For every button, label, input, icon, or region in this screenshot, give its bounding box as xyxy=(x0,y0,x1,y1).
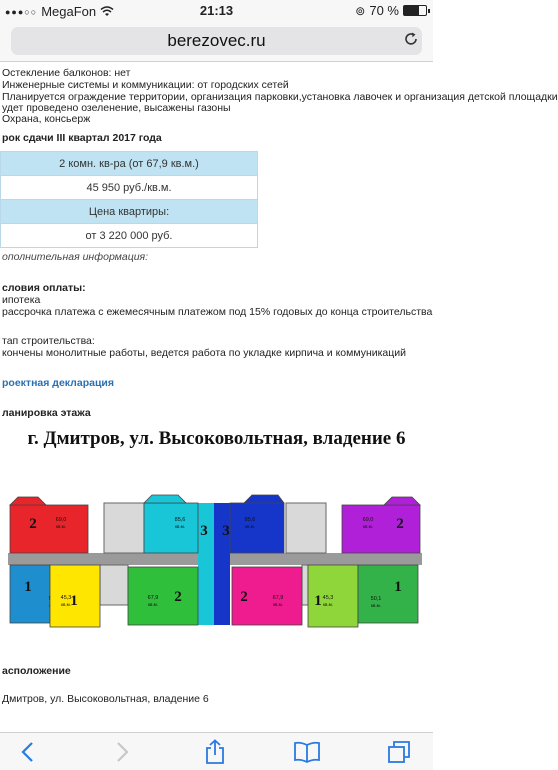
battery-icon xyxy=(403,5,427,16)
orientation-lock-icon: ⊚ xyxy=(355,3,366,18)
room-count-label: 3 xyxy=(200,523,208,539)
area-label: 67,9 xyxy=(147,595,159,601)
browser-toolbar xyxy=(0,732,433,770)
room-count-label: 2 xyxy=(174,589,182,605)
room-count-label: 1 xyxy=(314,593,322,609)
clock: 21:13 xyxy=(199,3,234,18)
bookmarks-icon[interactable] xyxy=(294,739,320,765)
floor-plan-heading: ланировка этажа xyxy=(2,407,91,419)
apartment-unit xyxy=(342,505,420,553)
url-text: berezovec.ru xyxy=(167,31,266,50)
area-label: 50,1 xyxy=(370,596,382,602)
area-label: 45,3 xyxy=(60,595,72,601)
status-right xyxy=(355,3,427,18)
area-unit-label: кв.м. xyxy=(371,603,381,608)
apartment-unit xyxy=(128,567,198,625)
browser-header xyxy=(0,22,433,62)
battery-label: 70 % xyxy=(369,3,399,18)
table-cell: от 3 220 000 руб. xyxy=(1,224,258,248)
payment-line: рассрочка платежа с ежемесячным платежом под 15% годовых до конца строительства xyxy=(2,306,433,318)
extra-info-heading: ополнительная информация: xyxy=(2,251,149,263)
room-count-label: 2 xyxy=(396,516,404,532)
deadline-text: рок сдачи III квартал 2017 года xyxy=(2,132,162,144)
text-line: Охрана, консьерж xyxy=(2,113,91,125)
room-count-label: 2 xyxy=(240,589,248,605)
area-unit-label: кв.м. xyxy=(61,602,71,607)
apartment-unit xyxy=(144,503,198,553)
table-cell: 45 950 руб./кв.м. xyxy=(1,176,258,200)
apartment-unit xyxy=(10,505,88,553)
stair-core-left xyxy=(198,503,214,625)
area-label: 85,6 xyxy=(244,517,256,523)
text-line: Инженерные системы и коммуникации: от городских сетей xyxy=(2,79,289,91)
bay-window xyxy=(144,495,186,503)
declaration-link[interactable]: роектная декларация xyxy=(2,377,114,389)
stair-block xyxy=(302,565,308,605)
page-content xyxy=(0,62,558,732)
bay-window xyxy=(10,497,46,505)
floor-plan-image xyxy=(8,495,422,635)
forward-icon[interactable] xyxy=(110,739,136,765)
stair-core-right xyxy=(214,503,230,625)
area-unit-label: кв.м. xyxy=(363,524,373,529)
payment-line: ипотека xyxy=(2,294,41,306)
room-count-label: 1 xyxy=(394,579,402,595)
area-unit-label: кв.м. xyxy=(56,524,66,529)
location-heading: асположение xyxy=(2,665,71,677)
area-unit-label: кв.м. xyxy=(273,602,283,607)
area-label: 45,3 xyxy=(322,595,334,601)
area-label: 69,0 xyxy=(55,517,67,523)
apartment-unit xyxy=(358,565,418,623)
stair-block xyxy=(100,565,128,605)
carrier-label: MegaFon xyxy=(41,4,97,19)
area-unit-label: кв.м. xyxy=(175,524,185,529)
room-count-label: 1 xyxy=(24,579,32,595)
location-text: Дмитров, ул. Высоковольтная, владение 6 xyxy=(2,693,209,705)
text-line: Планируется ограждение территории, организация парковки,установка лавочек и организация детской площадки xyxy=(2,91,558,103)
address-bar[interactable] xyxy=(11,27,422,55)
price-table xyxy=(0,151,258,248)
back-icon[interactable] xyxy=(14,739,40,765)
room-count-label: 1 xyxy=(70,593,78,609)
area-label: 85,6 xyxy=(174,517,186,523)
stage-text: кончены монолитные работы, ведется работа по укладке кирпича и коммуникаций xyxy=(2,347,407,359)
plan-title: г. Дмитров, ул. Высоковольтная, владение 6 xyxy=(27,428,406,449)
bay-window xyxy=(244,495,284,503)
bay-window xyxy=(384,497,420,505)
payment-heading: словия оплаты: xyxy=(2,282,86,294)
room-count-label: 2 xyxy=(29,516,37,532)
elevator-core xyxy=(104,503,144,553)
area-unit-label: кв.м. xyxy=(245,524,255,529)
room-count-label: 3 xyxy=(222,523,230,539)
table-cell: Цена квартиры: xyxy=(1,200,258,224)
signal-icon: ●●●○○ xyxy=(5,6,38,17)
tabs-icon[interactable] xyxy=(386,739,412,765)
area-label: 69,0 xyxy=(362,517,374,523)
area-unit-label: кв.м. xyxy=(148,602,158,607)
text-line: удет проведено озеленение, высажены газоны xyxy=(2,102,231,114)
share-icon[interactable] xyxy=(202,739,228,765)
stage-heading: тап строительства: xyxy=(2,335,95,347)
area-unit-label: кв.м. xyxy=(323,602,333,607)
elevator-core xyxy=(286,503,326,553)
text-line: Остекление балконов: нет xyxy=(2,67,131,79)
apartment-unit xyxy=(230,503,284,553)
table-cell: 2 комн. кв-ра (от 67,9 кв.м.) xyxy=(1,152,258,176)
reload-icon[interactable] xyxy=(403,31,419,52)
status-bar xyxy=(0,0,433,22)
area-label: 67,9 xyxy=(272,595,284,601)
